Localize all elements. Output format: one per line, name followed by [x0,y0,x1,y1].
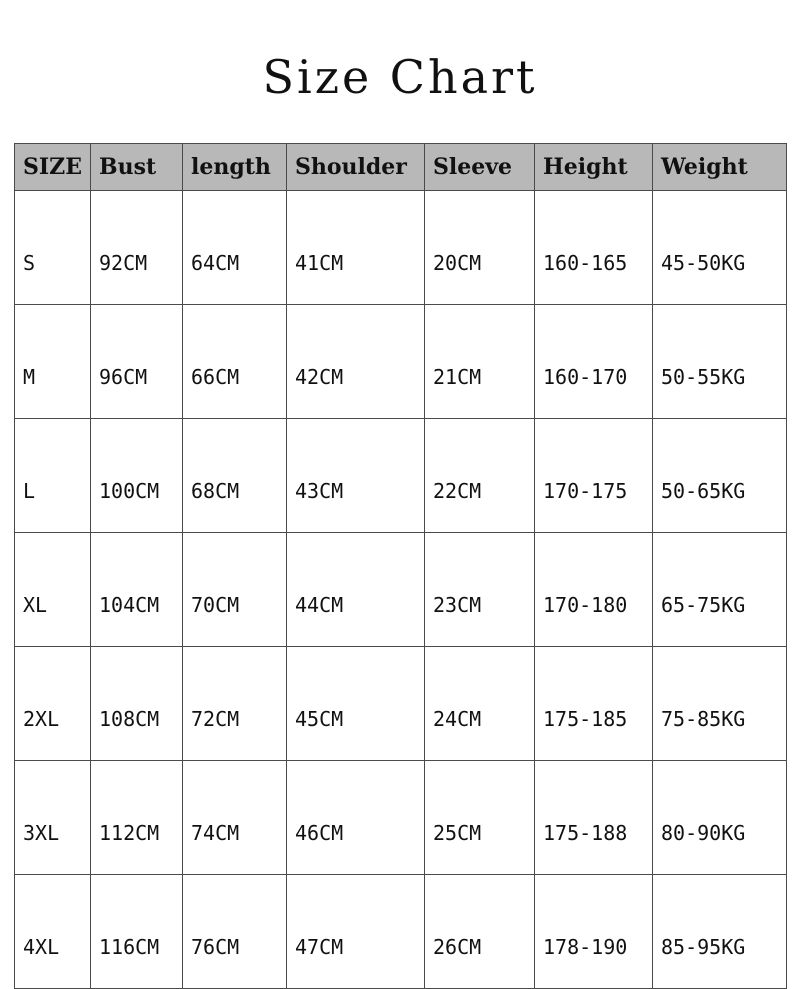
cell-sleeve: 25CM [425,761,535,875]
size-chart-table [14,143,787,989]
table-header [15,144,787,191]
cell-size: S [15,191,91,305]
cell-size: XL [15,533,91,647]
cell-size: L [15,419,91,533]
cell-weight: 45-50KG [653,191,787,305]
cell-sleeve: 23CM [425,533,535,647]
cell-weight: 80-90KG [653,761,787,875]
cell-bust: 108CM [91,647,183,761]
size-chart-table-container [14,143,786,989]
cell-height: 170-180 [535,533,653,647]
cell-length: 76CM [183,875,287,989]
column-header-bust: Bust [91,144,183,191]
cell-length: 72CM [183,647,287,761]
column-header-size: SIZE [15,144,91,191]
table-row [15,761,787,875]
table-row [15,533,787,647]
table-row [15,191,787,305]
cell-weight: 50-55KG [653,305,787,419]
table-row [15,875,787,989]
cell-weight: 85-95KG [653,875,787,989]
table-body [15,191,787,989]
cell-length: 70CM [183,533,287,647]
cell-sleeve: 20CM [425,191,535,305]
cell-height: 175-185 [535,647,653,761]
cell-bust: 104CM [91,533,183,647]
cell-weight: 75-85KG [653,647,787,761]
cell-shoulder: 46CM [287,761,425,875]
column-header-sleeve: Sleeve [425,144,535,191]
page-title: Size Chart [262,50,538,104]
column-header-shoulder: Shoulder [287,144,425,191]
cell-shoulder: 44CM [287,533,425,647]
table-row [15,419,787,533]
cell-sleeve: 21CM [425,305,535,419]
column-header-weight: Weight [653,144,787,191]
cell-sleeve: 22CM [425,419,535,533]
table-row [15,305,787,419]
cell-sleeve: 26CM [425,875,535,989]
cell-height: 160-165 [535,191,653,305]
cell-sleeve: 24CM [425,647,535,761]
cell-shoulder: 42CM [287,305,425,419]
column-header-height: Height [535,144,653,191]
cell-bust: 96CM [91,305,183,419]
cell-bust: 112CM [91,761,183,875]
column-header-length: length [183,144,287,191]
cell-height: 170-175 [535,419,653,533]
cell-size: 3XL [15,761,91,875]
cell-shoulder: 43CM [287,419,425,533]
cell-size: 2XL [15,647,91,761]
cell-height: 175-188 [535,761,653,875]
cell-shoulder: 45CM [287,647,425,761]
cell-bust: 116CM [91,875,183,989]
cell-bust: 100CM [91,419,183,533]
cell-shoulder: 41CM [287,191,425,305]
cell-bust: 92CM [91,191,183,305]
cell-length: 64CM [183,191,287,305]
cell-size: 4XL [15,875,91,989]
cell-height: 160-170 [535,305,653,419]
cell-length: 66CM [183,305,287,419]
table-row [15,647,787,761]
cell-length: 68CM [183,419,287,533]
cell-height: 178-190 [535,875,653,989]
cell-weight: 50-65KG [653,419,787,533]
cell-weight: 65-75KG [653,533,787,647]
cell-shoulder: 47CM [287,875,425,989]
table-header-row [15,144,787,191]
cell-length: 74CM [183,761,287,875]
cell-size: M [15,305,91,419]
